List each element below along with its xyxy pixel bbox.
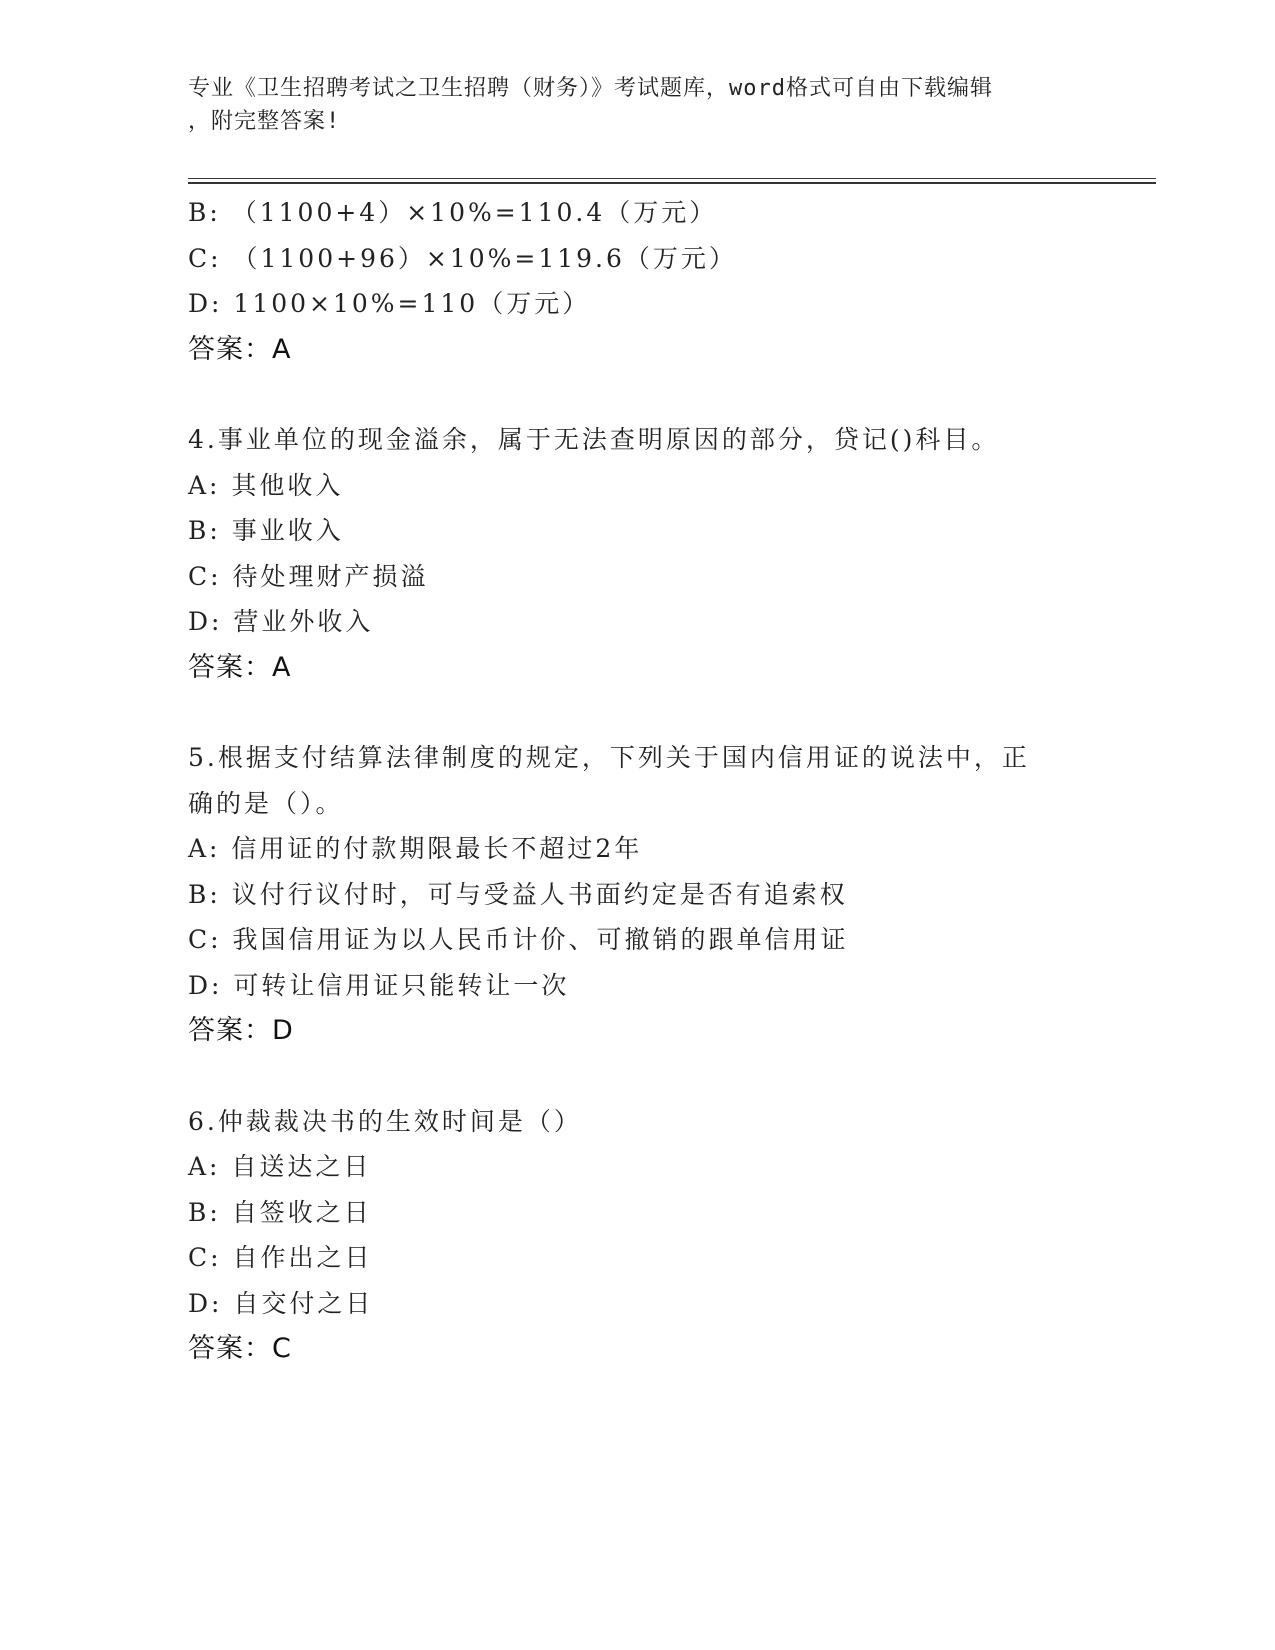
question-5-block: [188, 735, 1088, 1054]
question-text: 6.仲裁裁决书的生效时间是（）: [188, 1106, 582, 1136]
question-6-block: [188, 1099, 1088, 1372]
option-a: A: 信用证的付款期限最长不超过2年: [188, 834, 643, 863]
option-d: D: 1100×10%=110（万元）: [188, 289, 591, 318]
header-title-line: 专业《卫生招聘考试之卫生招聘（财务）》考试题库，word格式可自由下载编辑: [188, 76, 993, 101]
option-b: B: （1100+4）×10%=110.4（万元）: [188, 198, 718, 227]
question-text-line-1: 5.根据支付结算法律制度的规定，下列关于国内信用证的说法中，正: [188, 743, 1030, 772]
option-c: C: 自作出之日: [188, 1243, 373, 1272]
question-content: [188, 190, 1088, 1372]
answer-line: 答案：D: [188, 1015, 294, 1046]
question-3-block: [188, 190, 1088, 372]
question-text: 4.事业单位的现金溢余，属于无法查明原因的部分，贷记()科目。: [188, 425, 1000, 454]
answer-line: 答案：C: [188, 1333, 292, 1364]
answer-line: 答案：A: [188, 651, 292, 683]
option-b: B: 事业收入: [188, 516, 344, 545]
document-header: [188, 72, 1068, 138]
question-4-block: [188, 417, 1088, 690]
option-c: C: 待处理财产损溢: [188, 561, 429, 591]
option-b: B: 议付行议付时，可与受益人书面约定是否有追索权: [188, 879, 848, 909]
header-divider-thin: [188, 178, 1156, 179]
header-subtitle-line: ，附完整答案!: [188, 109, 341, 134]
option-b: B: 自签收之日: [188, 1197, 372, 1227]
option-c: C: 我国信用证为以人民币计价、可撤销的跟单信用证: [188, 925, 849, 954]
option-d: D: 可转让信用证只能转让一次: [188, 970, 570, 1000]
answer-line: 答案：A: [188, 333, 292, 365]
option-a: A: 自送达之日: [188, 1152, 372, 1181]
option-c: C: （1100+96）×10%=119.6（万元）: [188, 243, 737, 273]
header-divider-thick: [188, 182, 1156, 184]
option-d: D: 自交付之日: [188, 1288, 374, 1318]
option-d: D: 营业外收入: [188, 607, 374, 636]
option-a: A: 其他收入: [188, 470, 344, 500]
question-text-line-2: 确的是（）。: [188, 788, 344, 818]
